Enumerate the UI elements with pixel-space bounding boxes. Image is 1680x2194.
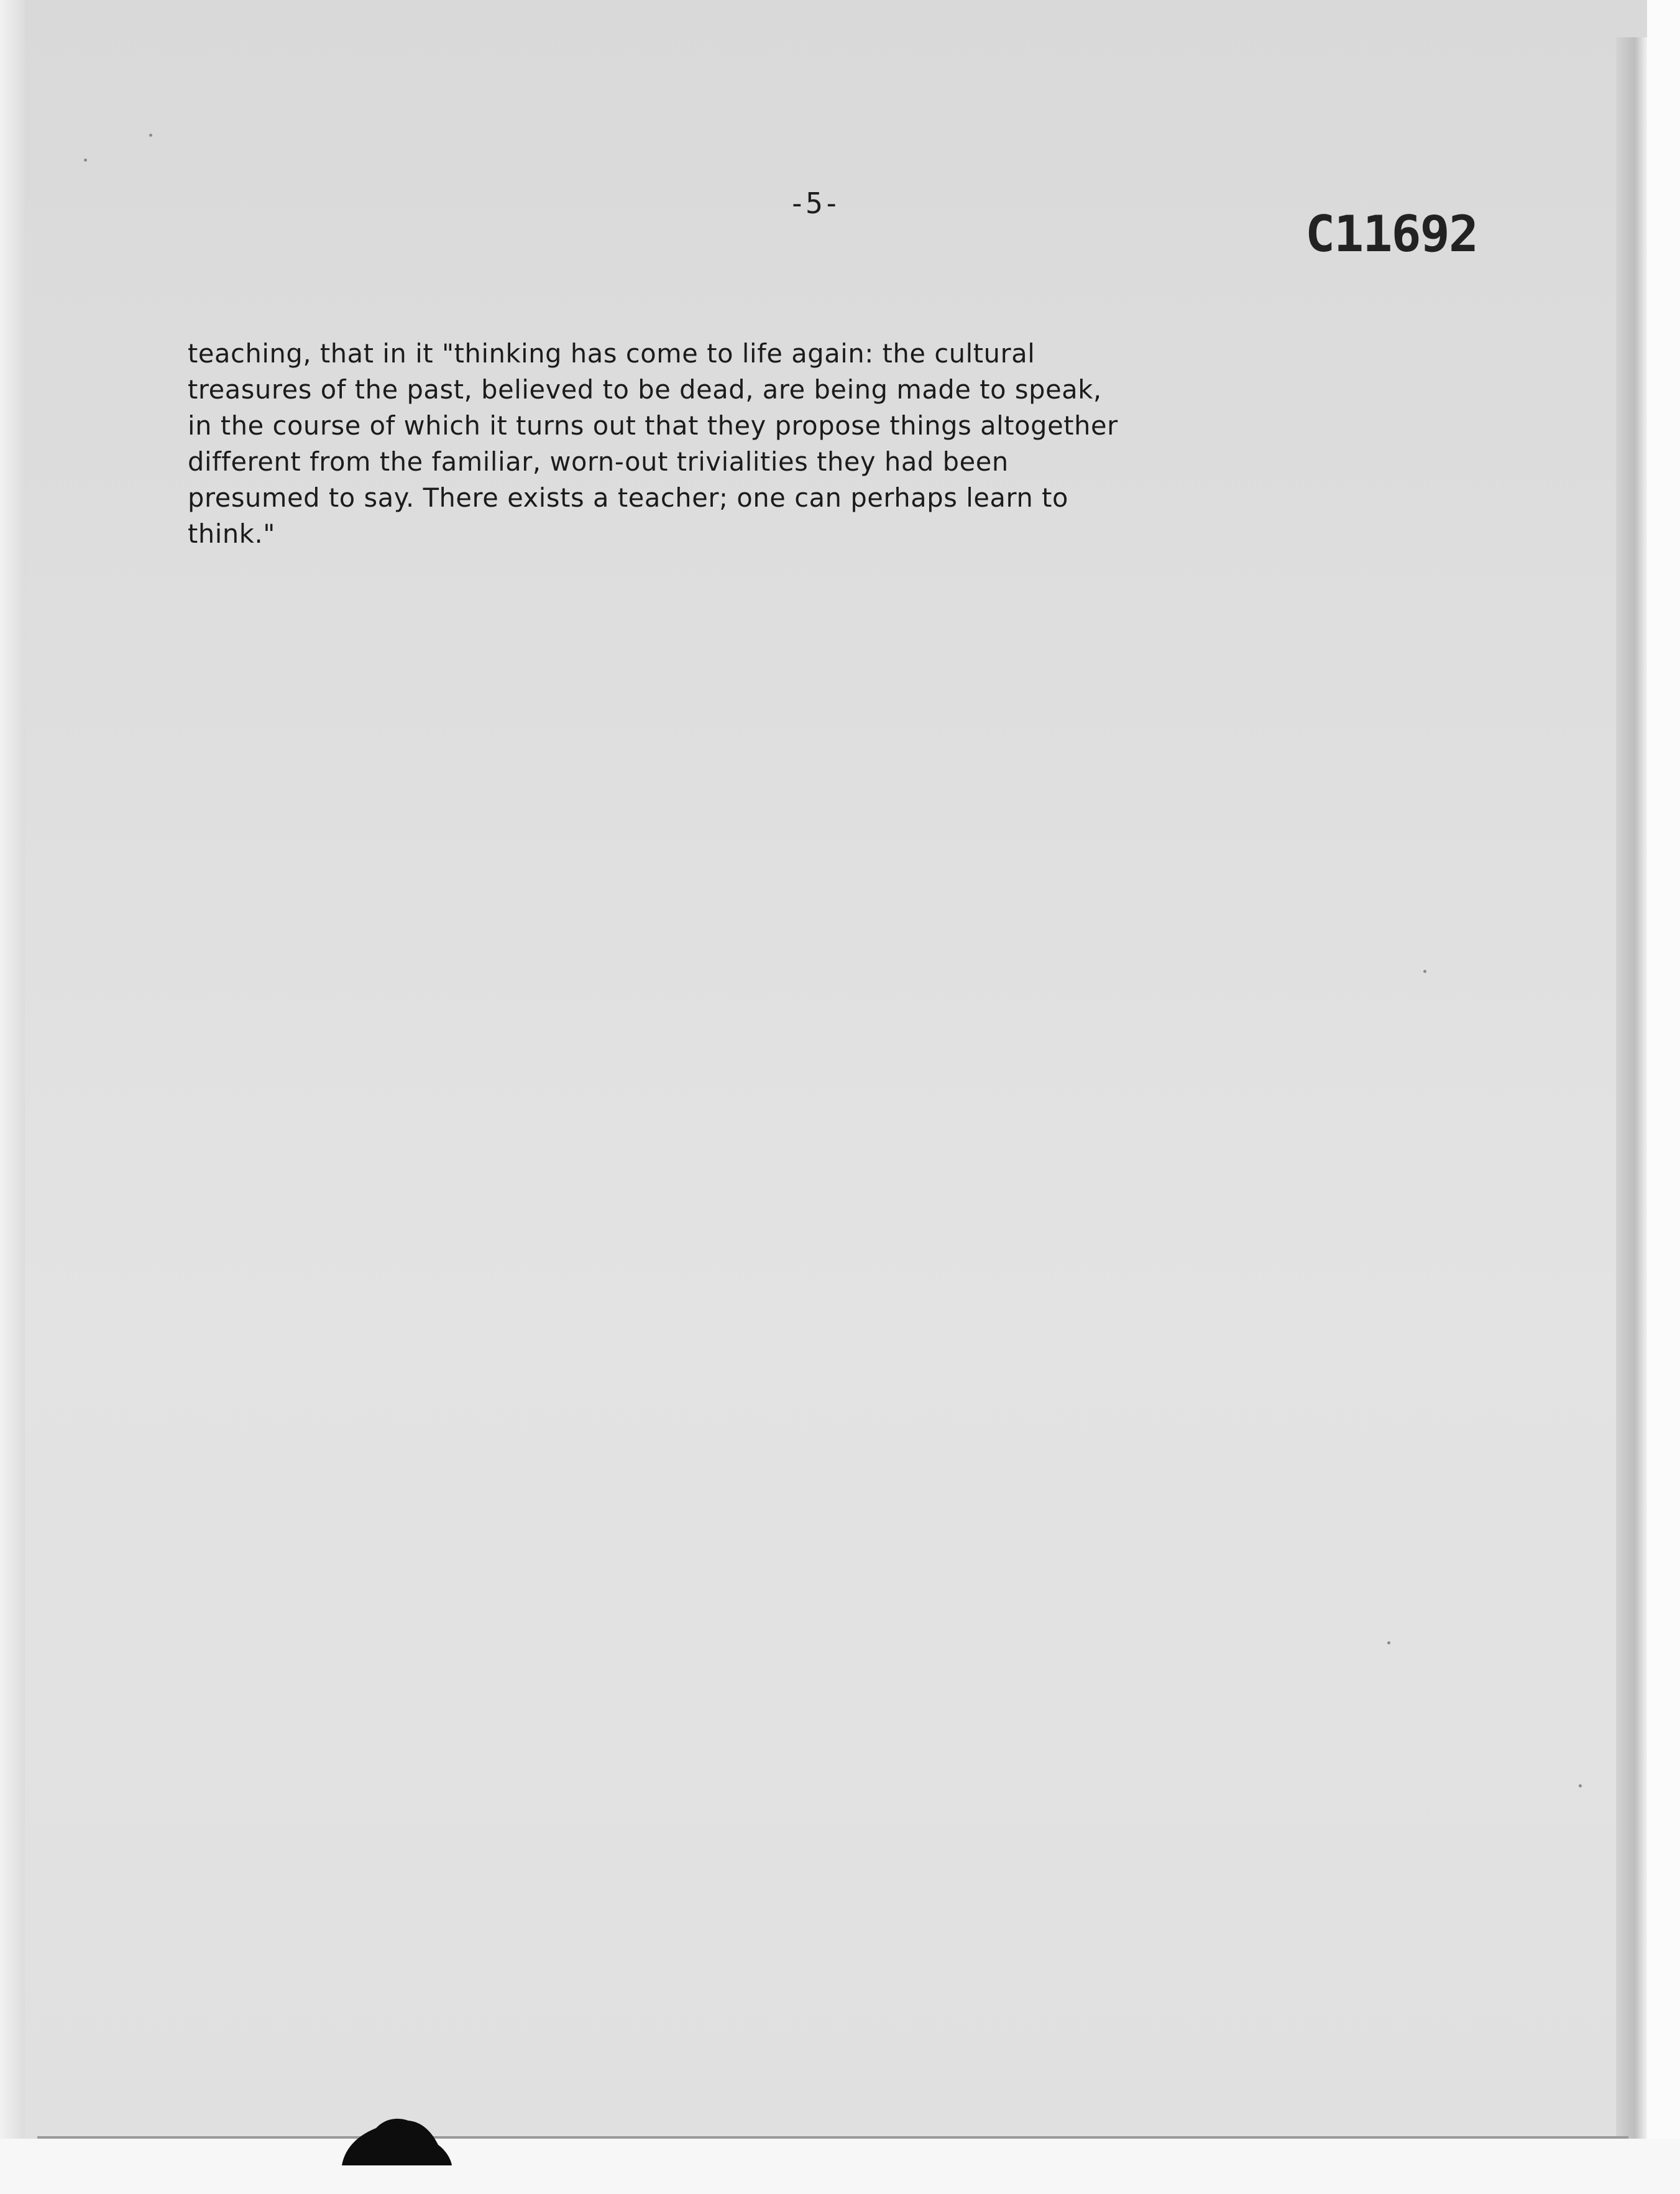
- ink-blot: [339, 2111, 454, 2167]
- bottom-scan-margin: [0, 2139, 1680, 2194]
- text-line: in the course of which it turns out that they propose things altogether: [188, 410, 1118, 441]
- left-scan-margin: [0, 0, 25, 2194]
- scan-speck: [84, 159, 87, 162]
- text-line: treasures of the past, believed to be dead, are being made to speak,: [188, 374, 1102, 405]
- document-id-stamp: C11692: [1305, 205, 1477, 263]
- text-line: presumed to say. There exists a teacher; one can perhaps learn to: [188, 482, 1069, 513]
- text-line: think.": [188, 519, 275, 549]
- page-number: -5-: [788, 187, 840, 220]
- scan-speck: [149, 134, 152, 137]
- scan-speck: [1423, 970, 1426, 973]
- text-line: different from the familiar, worn-out trivialities they had been: [188, 446, 1009, 477]
- scan-speck: [1579, 1784, 1582, 1787]
- paper-right-edge: [1616, 37, 1647, 2151]
- right-scan-margin: [1647, 0, 1680, 2194]
- body-paragraph: [188, 336, 1344, 552]
- text-line: teaching, that in it "thinking has come to life again: the cultural: [188, 338, 1035, 369]
- scan-speck: [1387, 1641, 1390, 1644]
